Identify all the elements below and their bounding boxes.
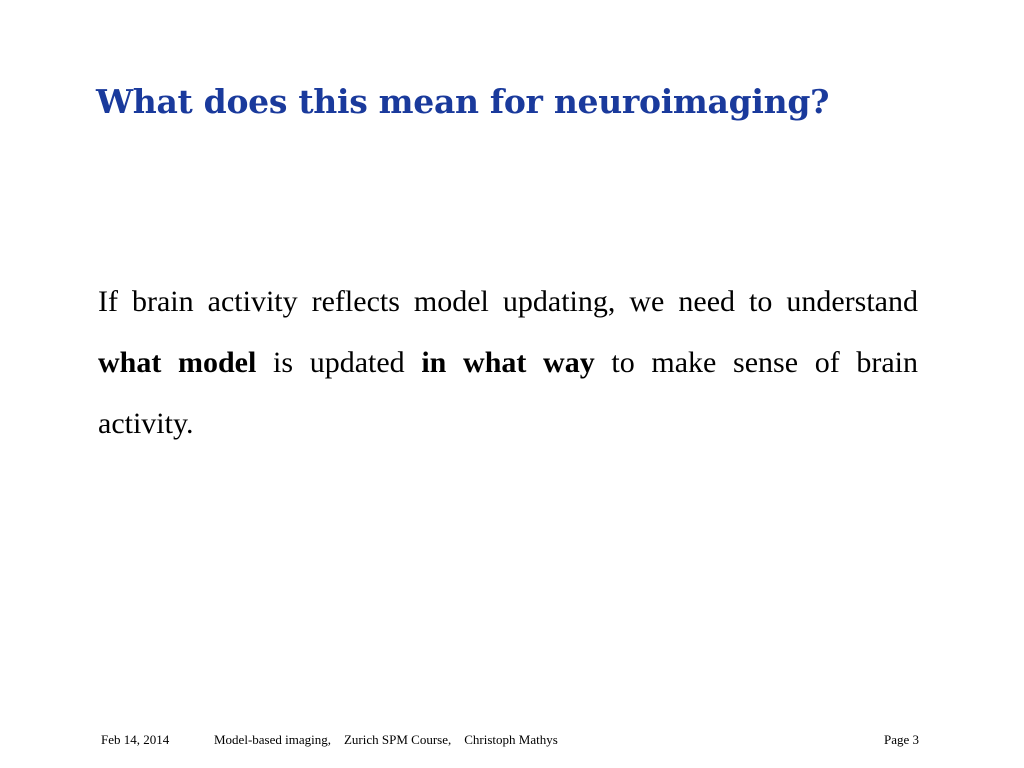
body-emphasis-what-model: what model [98, 346, 257, 379]
slide-body-text [98, 271, 918, 454]
footer-date: Feb 14, 2014 [101, 732, 170, 747]
body-text-part-3: to make sense of brain activity. [98, 346, 918, 440]
body-text-part-1: If brain activity reflects model updating, we need to understand [98, 285, 918, 318]
footer-course-info: Model-based imaging, Zurich SPM Course, Christoph Mathys [214, 732, 558, 747]
slide-title: What does this mean for neuroimaging? [96, 82, 830, 121]
body-emphasis-in-what-way: in what way [421, 346, 595, 379]
body-text-part-2: is updated [273, 346, 405, 379]
footer-page-number: Page 3 [884, 732, 920, 747]
